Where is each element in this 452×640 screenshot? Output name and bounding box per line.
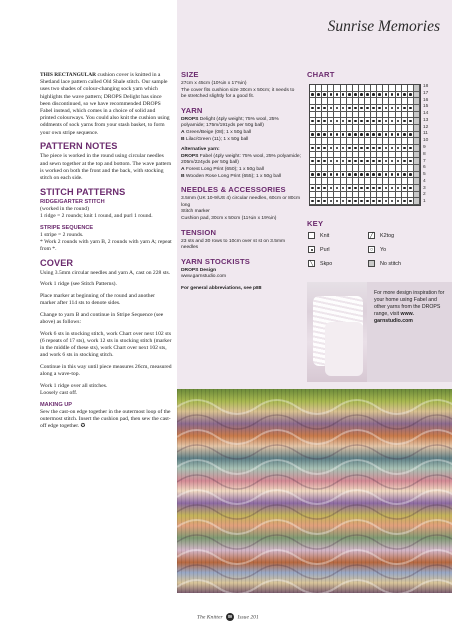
issue-number: Issue 201	[237, 614, 259, 621]
chart-row-number: 2	[423, 192, 426, 198]
ridge-heading: RIDGE/GARTER STITCH	[40, 198, 105, 205]
no-stitch-symbol-icon	[368, 260, 375, 267]
making-up-body: Sew the cast-on edge together in the outermost loop of the outermost stitch. Insert the cushion pad, then sew the cast-off edge together. ✪	[40, 409, 171, 430]
key-item-k2tog: ╱ K2tog	[369, 232, 395, 239]
key-item-no-stitch: No stitch	[368, 260, 401, 267]
tension-heading: TENSION	[181, 227, 217, 237]
tension-body: 23 sts and 30 rows to 10cm over st st on 3.5mm needles	[181, 238, 286, 251]
chart-cell	[414, 172, 420, 179]
yo-symbol-icon: ○	[369, 247, 374, 253]
chart-row-number: 17	[423, 90, 429, 96]
chart-cell	[414, 92, 420, 99]
key-item-yo: ○ Yo	[369, 246, 387, 253]
chart-row-number: 14	[423, 111, 429, 117]
alt-yarn: Alternative yarn: DROPS Fabel (4ply weight: 75% wool, 25% polyamide; 205m/224yds per 50g ball) A Forest Long Print (650); 1 x 50g ball B Wooden Rose Long Print (655); 1 x 50g ball	[181, 147, 301, 179]
needles-heading: NEEDLES & ACCESSORIES	[181, 185, 286, 195]
cover-paragraph: Work 6 sts in stocking stitch, work Chart over next 102 sts (6 repeats of 17 sts), work 12 sts in stocking stitch (marker in the middle of these sts), work Chart over next 102 sts, and work 6 sts in stocking stitch.	[40, 330, 172, 359]
chart-cell	[414, 112, 420, 119]
chart-cell	[414, 178, 420, 185]
page-footer	[0, 612, 452, 626]
chart-row-number: 8	[423, 151, 426, 157]
size-heading: SIZE	[181, 70, 199, 79]
info-box: For more design inspiration for your home using Fabel and other yarns from the DROPS range, visit www. garnstudio.com	[367, 282, 452, 382]
needles-body: 3.5mm (UK 10-9/US 4) circular needles, 60cm or 80cm long Stitch marker Cushion pad, 30cm x 50cm (11¾in x 19¾in)	[181, 196, 301, 221]
cover-paragraph: Work 1 ridge over all stitches. Loosely cast off.	[40, 383, 108, 397]
knit-symbol-icon	[308, 232, 315, 239]
chart-row-number: 1	[423, 199, 426, 205]
pattern-notes-body: The piece is worked in the round using circular needles and sewn together at the top and bottom. The wave pattern is worked on both the front and the back, with stocking stitch on each side.	[40, 153, 172, 181]
chart-row-numbers	[423, 84, 435, 206]
knit-swatch-photo	[177, 389, 452, 593]
footer-text	[197, 613, 259, 621]
cover-paragraph: Place marker at beginning of the round and another marker after 114 sts to denote sides.	[40, 293, 155, 307]
chart-cell	[414, 85, 420, 92]
size-body: 27cm x 45cm (10¾in x 17¾in) The cover fits cushion size 30cm x 50cm; it needs to be stretched slightly for a good fit.	[181, 81, 295, 100]
chart-row-number: 18	[423, 83, 429, 89]
chart-cell	[414, 98, 420, 105]
yarn-body: DROPS Delight (4ply weight; 75% wool, 25% polyamide; 175m/191yds per 50g ball) A Green/Beige (08); 1 x 50g ball B Lilac/Green (11); 1 x 50g ball	[181, 116, 279, 142]
chart-heading: CHART	[307, 70, 335, 79]
chart-cell	[414, 138, 420, 145]
stockists-heading: YARN STOCKISTS	[181, 256, 251, 266]
key-heading: KEY	[307, 219, 324, 228]
chart-row-number: 9	[423, 144, 426, 150]
magazine-name: The Knitter	[197, 614, 223, 621]
chart-cell	[414, 192, 420, 199]
cover-paragraph: Change to yarn B and continue in Stripe Sequence (see above) as follows:	[40, 311, 164, 326]
chart-cell	[414, 105, 420, 112]
chart-row-number: 12	[423, 124, 429, 130]
chart-cell	[414, 152, 420, 159]
chart-cell	[414, 118, 420, 125]
chart-cell	[414, 125, 420, 132]
cover-paragraph: Work 1 ridge (see Stitch Patterns).	[40, 281, 117, 288]
chart-cell	[414, 165, 420, 172]
key-item-knit: Knit	[308, 232, 329, 239]
skpo-symbol-icon: ╲	[309, 261, 314, 267]
key-item-purl: Purl	[308, 246, 330, 253]
cover-paragraph: Continue in this way until piece measures 26cm, measured along a wave-top.	[40, 364, 172, 378]
making-up-heading: MAKING UP	[40, 402, 73, 408]
stockists-body: DROPS Design www.garnstudio.com	[181, 267, 227, 280]
middle-column	[181, 70, 301, 295]
end-mark-icon: ✪	[80, 423, 86, 430]
cushion-photo	[307, 282, 367, 382]
chart-cell	[414, 158, 420, 165]
stitch-chart	[309, 84, 421, 206]
abbreviations-note: For general abbreviations, see p88	[181, 285, 262, 291]
key-item-skpo: ╲ Skpo	[309, 260, 333, 267]
cover-heading: COVER	[40, 257, 74, 268]
chart-cell	[414, 132, 420, 139]
chart-cell	[414, 185, 420, 192]
chart-row-number: 6	[423, 165, 426, 171]
chart-row-number: 15	[423, 104, 429, 110]
chart-cell	[414, 145, 420, 152]
stripe-body: 1 stripe = 2 rounds. * Work 2 rounds with yarn B, 2 rounds with yarn A; repeat from *.	[40, 231, 172, 252]
chart-row-number: 13	[423, 117, 429, 123]
stitch-patterns-heading: STITCH PATTERNS	[40, 186, 126, 197]
yarn-heading: YARN	[181, 105, 203, 115]
k2tog-symbol-icon: ╱	[369, 233, 374, 239]
intro-paragraph: THIS RECTANGULAR cushion cover is knitted in a Shetland lace pattern called Old Shale stitch. Our sample uses two shades of colour-changing sock yarn which highlights the wave pattern; DROPS Delight has since been discontinued, so we have recommended DROPS Fabel instead, which comes in a choice of solid and printed colourways. You could also knit the cushion using oddments of sock yarns from your stash basket, to form your own stripe sequence.	[40, 72, 170, 136]
ridge-body: (worked in the round) 1 ridge = 2 rounds; knit 1 round, and purl 1 round.	[40, 205, 153, 219]
chart-cell	[414, 198, 420, 205]
chart-row-number: 5	[423, 172, 426, 178]
chart-row-number: 7	[423, 158, 426, 164]
stripe-heading: STRIPE SEQUENCE	[40, 224, 94, 231]
key-legend	[308, 232, 438, 274]
info-box-url: www. garnstudio.com	[374, 311, 414, 324]
pattern-notes-heading: PATTERN NOTES	[40, 141, 118, 152]
page-title: Sunrise Memories	[327, 18, 440, 35]
chart-row-number: 16	[423, 97, 429, 103]
page-number: 80	[228, 614, 233, 619]
chart-row-number: 3	[423, 185, 426, 191]
cover-paragraph: Using 3.5mm circular needles and yarn A, cast on 228 sts.	[40, 269, 171, 276]
left-column	[40, 72, 172, 435]
chart-row-number: 11	[423, 131, 428, 137]
purl-symbol-icon	[308, 246, 315, 253]
wave-pattern-overlay	[177, 389, 452, 593]
chart-row-number: 4	[423, 178, 426, 184]
header-band	[0, 0, 452, 62]
chart-row-number: 10	[423, 138, 429, 144]
